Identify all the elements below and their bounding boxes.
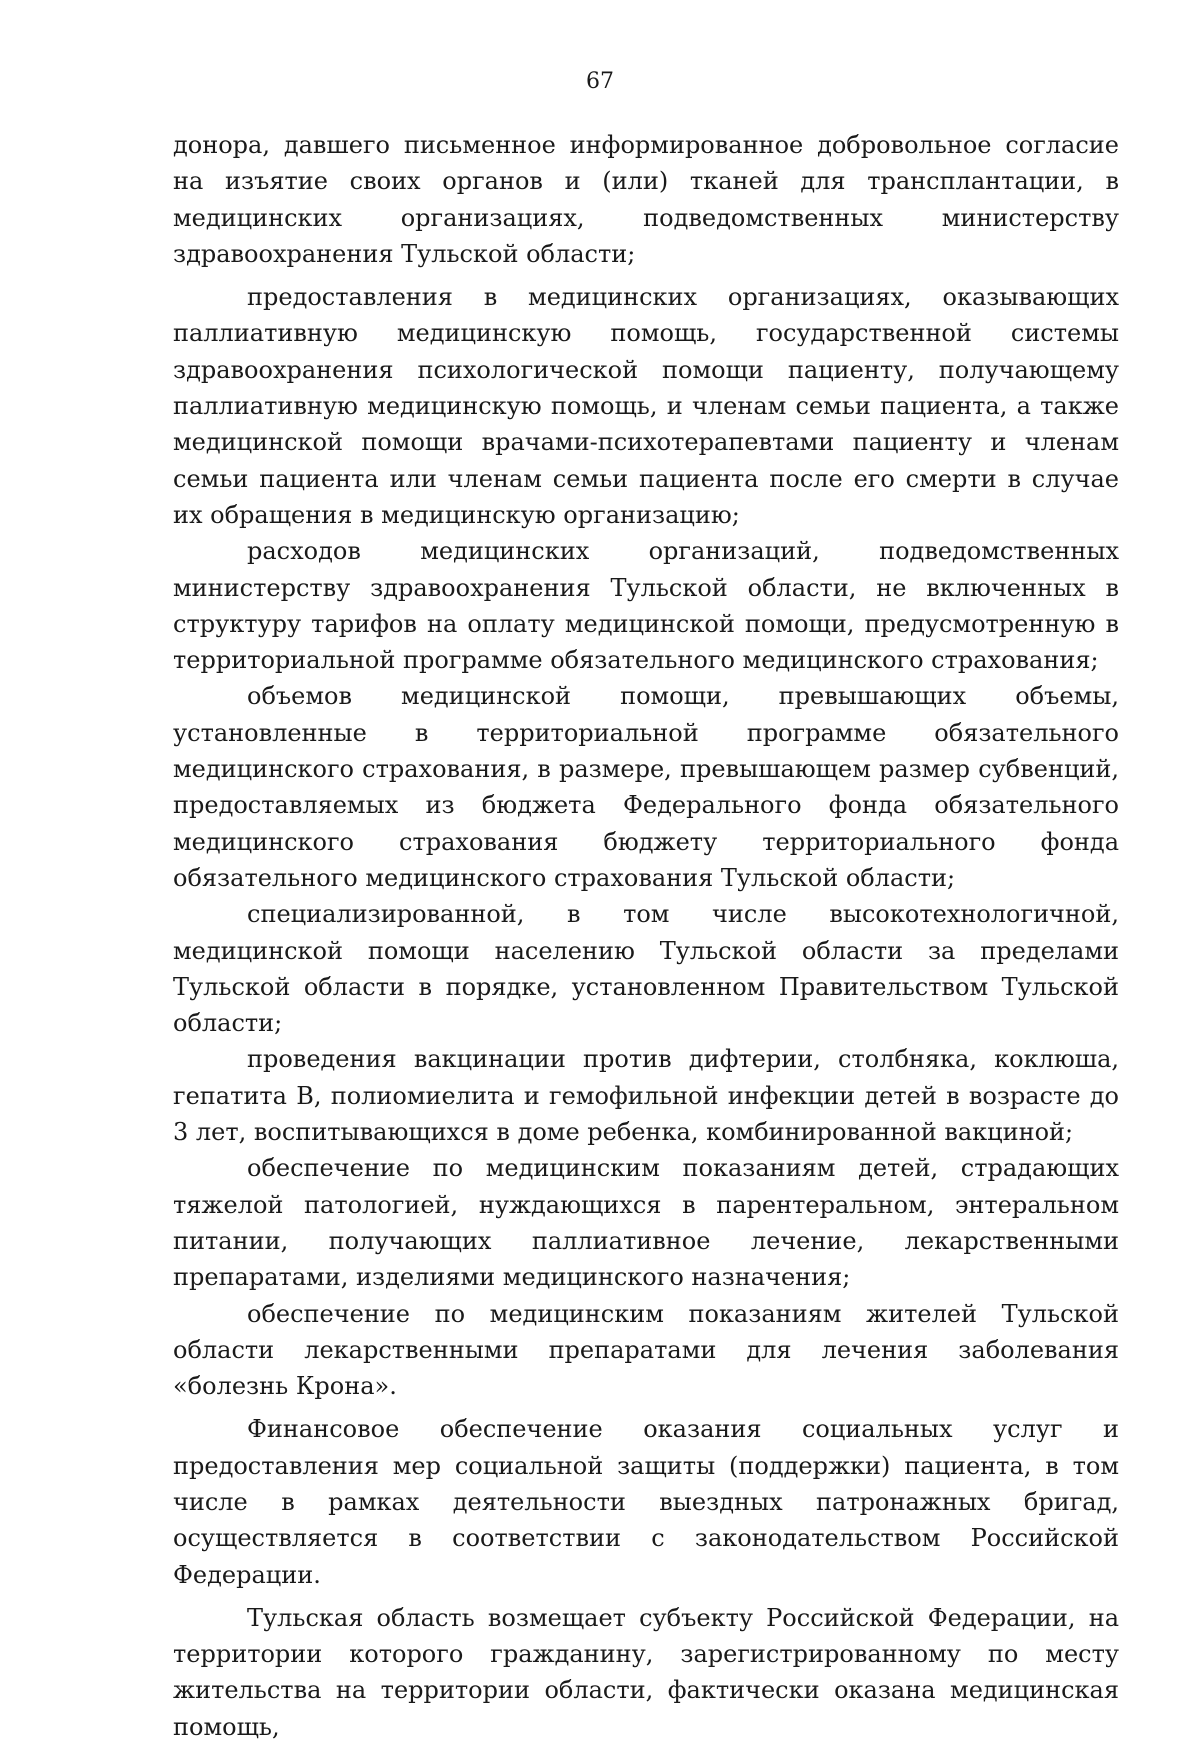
body-text — [173, 127, 1119, 1745]
paragraph: обеспечение по медицинским показаниям детей, страдающих тяжелой патологией, нуждающихся в парентеральном, энтеральном питании, получающих паллиативное лечение, лекарственными препаратами, изделиями медицинского назначения; — [173, 1154, 1119, 1292]
paragraph: проведения вакцинации против дифтерии, столбняка, коклюша, гепатита В, полиомиелита и гемофильной инфекции детей в возрасте до 3 лет, воспитывающихся в доме ребенка, комбинированной вакциной; — [173, 1045, 1119, 1147]
page-number: 67 — [586, 69, 614, 94]
paragraph: Тульская область возмещает субъекту Российской Федерации, на территории которого гражданину, зарегистрированному по месту жительства на территории области, фактически оказана медицинская помощь, — [173, 1603, 1119, 1741]
paragraph: предоставления в медицинских организациях, оказывающих паллиативную медицинскую помощь, государственной системы здравоохранения психологической помощи пациенту, получающему паллиативную медицинскую помощь, и членам семьи пациента, а также медицинской помощи врачами-психотерапевтами пациенту и членам семьи пациента или членам семьи пациента после его смерти в случае их обращения в медицинскую организацию; — [173, 283, 1119, 529]
paragraph: объемов медицинской помощи, превышающих объемы, установленные в территориальной программе обязательного медицинского страхования, в размере, превышающем размер субвенций, предоставляемых из бюджета Федерального фонда обязательного медицинского страхования бюджету территориального фонда обязательного медицинского страхования Тульской области; — [173, 682, 1119, 892]
paragraph: специализированной, в том числе высокотехнологичной, медицинской помощи населению Тульской области за пределами Тульской области в порядке, установленном Правительством Тульской области; — [173, 900, 1119, 1038]
paragraph: расходов медицинских организаций, подведомственных министерству здравоохранения Тульской области, не включенных в структуру тарифов на оплату медицинской помощи, предусмотренную в территориальной программе обязательного медицинского страхования; — [173, 537, 1119, 675]
paragraph: донора, давшего письменное информированное добровольное согласие на изъятие своих органов и (или) тканей для трансплантации, в медицинских организациях, подведомственных министерству здравоохранения Тульской области; — [173, 131, 1119, 268]
paragraph: обеспечение по медицинским показаниям жителей Тульской области лекарственными препаратами для лечения заболевания «болезнь Крона». — [173, 1299, 1119, 1401]
paragraph: Финансовое обеспечение оказания социальных услуг и предоставления мер социальной защиты (поддержки) пациента, в том числе в рамках деятельности выездных патронажных бригад, осуществляется в соответствии с законодательством Российской Федерации. — [173, 1415, 1119, 1589]
